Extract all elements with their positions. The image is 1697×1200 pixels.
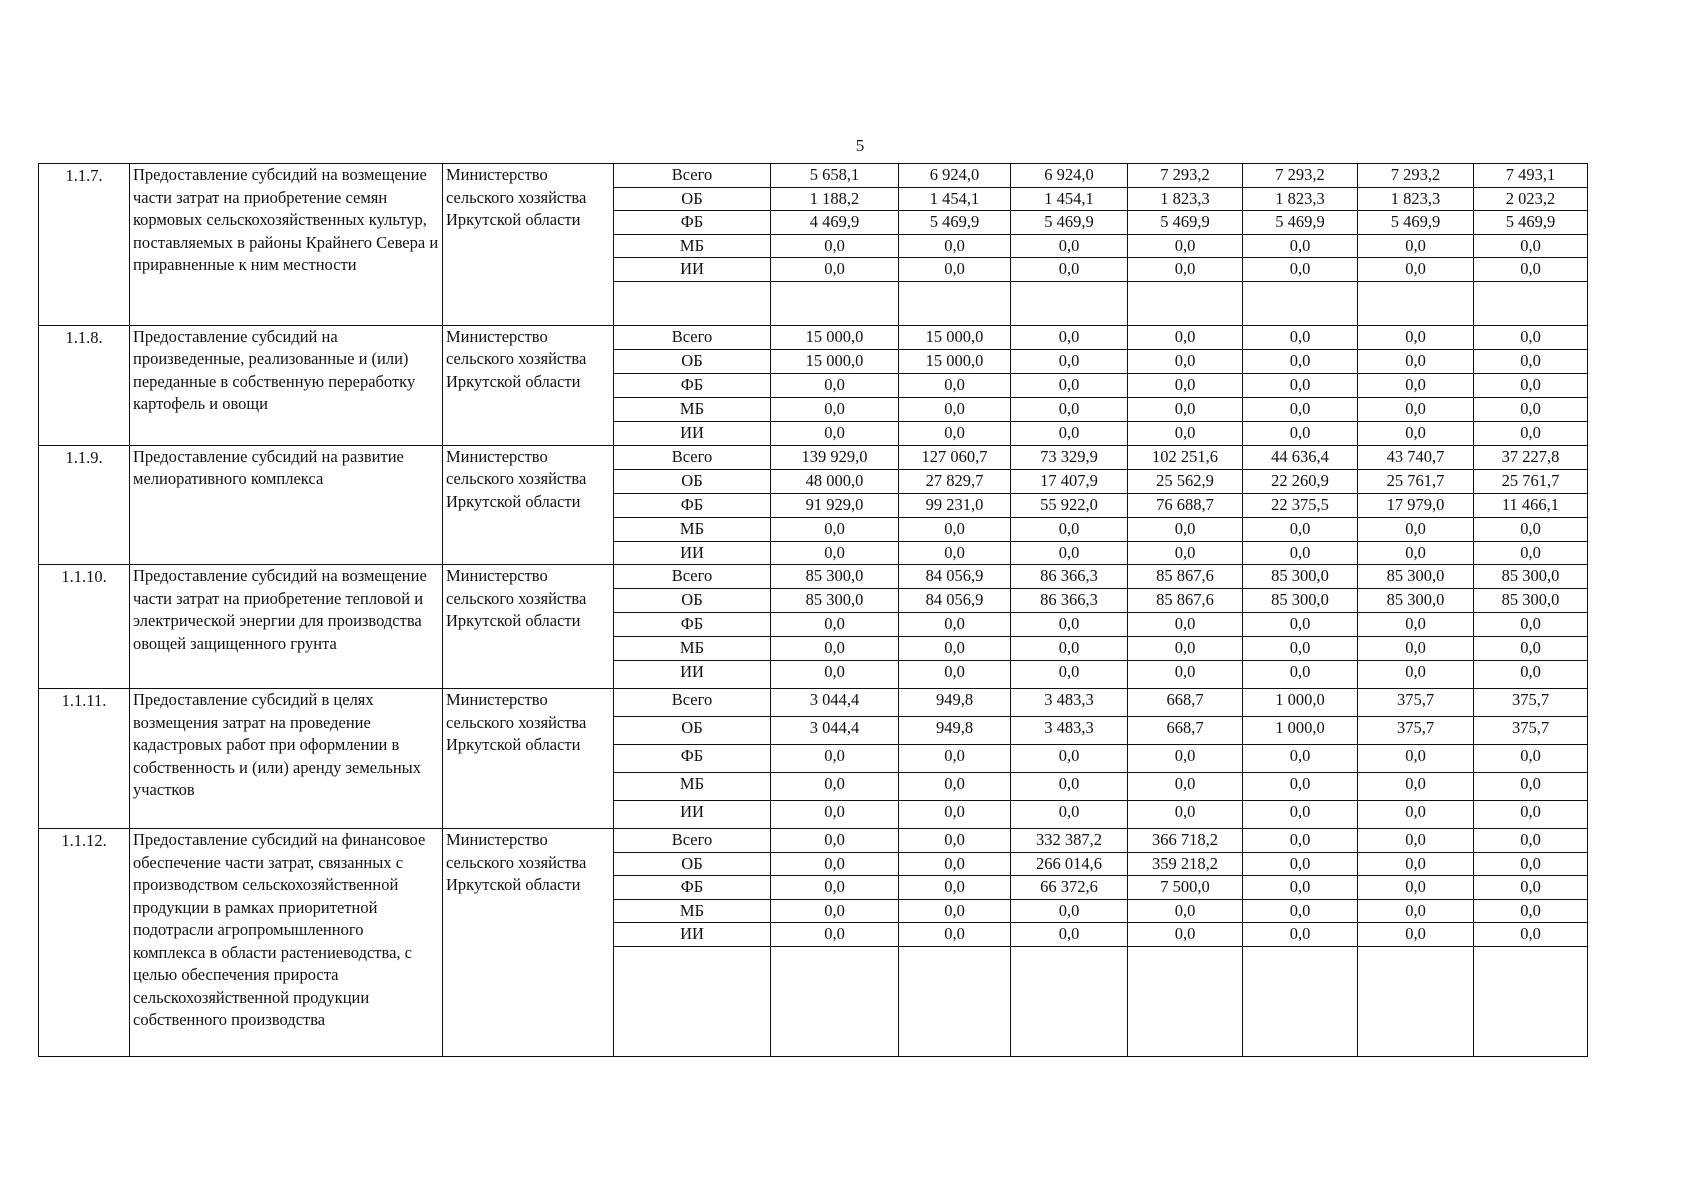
item-executor: Министерство сельского хозяйства Иркутской области	[443, 689, 614, 829]
value-cell: 0,0	[1128, 745, 1243, 773]
value-cell: 0,0	[1358, 745, 1474, 773]
item-name: Предоставление субсидий на развитие мелиоративного комплекса	[130, 445, 443, 565]
value-cell: 0,0	[1011, 373, 1128, 397]
value-cell: 0,0	[1474, 325, 1588, 349]
value-cell: 0,0	[1128, 773, 1243, 801]
funding-source: ОБ	[614, 589, 771, 613]
value-cell: 0,0	[1474, 234, 1588, 258]
value-cell: 0,0	[899, 541, 1011, 565]
value-cell: 0,0	[1474, 899, 1588, 923]
value-cell: 73 329,9	[1011, 445, 1128, 469]
item-executor: Министерство сельского хозяйства Иркутской области	[443, 325, 614, 445]
value-cell: 0,0	[1474, 421, 1588, 445]
value-cell: 7 293,2	[1358, 164, 1474, 188]
value-cell: 0,0	[1474, 773, 1588, 801]
value-cell: 102 251,6	[1128, 445, 1243, 469]
value-cell: 0,0	[1243, 613, 1358, 637]
value-cell: 949,8	[899, 717, 1011, 745]
value-cell: 0,0	[1128, 421, 1243, 445]
value-cell: 0,0	[1128, 258, 1243, 282]
value-cell: 0,0	[1243, 397, 1358, 421]
value-cell: 48 000,0	[771, 469, 899, 493]
empty-cell	[899, 946, 1011, 1056]
value-cell: 0,0	[1358, 773, 1474, 801]
value-cell: 0,0	[1011, 258, 1128, 282]
value-cell: 15 000,0	[899, 325, 1011, 349]
value-cell: 85 300,0	[1358, 589, 1474, 613]
funding-source: ИИ	[614, 421, 771, 445]
value-cell: 85 300,0	[771, 589, 899, 613]
value-cell: 0,0	[1474, 923, 1588, 947]
value-cell: 0,0	[1128, 923, 1243, 947]
value-cell: 84 056,9	[899, 589, 1011, 613]
value-cell: 0,0	[1128, 349, 1243, 373]
value-cell: 0,0	[1243, 661, 1358, 689]
value-cell: 25 761,7	[1358, 469, 1474, 493]
item-name: Предоставление субсидий на возмещение части затрат на приобретение семян кормовых сельскохозяйственных культур, поставляемых в районы Крайнего Севера и приравненные к ним местности	[130, 164, 443, 326]
table-row	[39, 445, 1588, 469]
value-cell: 0,0	[899, 899, 1011, 923]
value-cell: 0,0	[1011, 745, 1128, 773]
empty-cell	[1243, 946, 1358, 1056]
value-cell: 85 300,0	[1358, 565, 1474, 589]
page-number: 5	[855, 136, 865, 155]
value-cell: 11 466,1	[1474, 493, 1588, 517]
value-cell: 0,0	[1358, 373, 1474, 397]
funding-source: МБ	[614, 517, 771, 541]
value-cell: 0,0	[1358, 234, 1474, 258]
value-cell: 5 469,9	[1128, 211, 1243, 235]
value-cell: 1 823,3	[1358, 187, 1474, 211]
value-cell: 0,0	[771, 397, 899, 421]
value-cell: 0,0	[899, 397, 1011, 421]
funding-source: ОБ	[614, 852, 771, 876]
value-cell: 25 562,9	[1128, 469, 1243, 493]
value-cell: 2 023,2	[1474, 187, 1588, 211]
value-cell: 0,0	[771, 517, 899, 541]
funding-source: ФБ	[614, 373, 771, 397]
value-cell: 366 718,2	[1128, 829, 1243, 853]
value-cell: 0,0	[1358, 876, 1474, 900]
value-cell: 0,0	[1243, 349, 1358, 373]
value-cell: 0,0	[899, 258, 1011, 282]
value-cell: 375,7	[1474, 717, 1588, 745]
value-cell: 0,0	[1474, 745, 1588, 773]
value-cell: 15 000,0	[771, 349, 899, 373]
value-cell: 5 469,9	[1243, 211, 1358, 235]
value-cell: 0,0	[1474, 829, 1588, 853]
value-cell: 0,0	[1243, 541, 1358, 565]
value-cell: 7 293,2	[1128, 164, 1243, 188]
item-executor: Министерство сельского хозяйства Иркутской области	[443, 445, 614, 565]
value-cell: 0,0	[899, 852, 1011, 876]
empty-cell	[614, 281, 771, 325]
value-cell: 0,0	[1358, 517, 1474, 541]
funding-source: ОБ	[614, 469, 771, 493]
value-cell: 0,0	[1243, 258, 1358, 282]
empty-cell	[1128, 281, 1243, 325]
funding-source: ФБ	[614, 613, 771, 637]
value-cell: 0,0	[1128, 397, 1243, 421]
value-cell: 0,0	[1474, 349, 1588, 373]
value-cell: 0,0	[899, 876, 1011, 900]
value-cell: 0,0	[1474, 876, 1588, 900]
funding-source: ИИ	[614, 801, 771, 829]
value-cell: 0,0	[1358, 637, 1474, 661]
value-cell: 0,0	[899, 661, 1011, 689]
value-cell: 3 483,3	[1011, 717, 1128, 745]
value-cell: 0,0	[899, 421, 1011, 445]
value-cell: 0,0	[1243, 852, 1358, 876]
item-number: 1.1.8.	[39, 325, 130, 445]
value-cell: 0,0	[771, 801, 899, 829]
value-cell: 1 000,0	[1243, 717, 1358, 745]
value-cell: 0,0	[1243, 899, 1358, 923]
value-cell: 44 636,4	[1243, 445, 1358, 469]
value-cell: 0,0	[1011, 517, 1128, 541]
value-cell: 0,0	[771, 829, 899, 853]
value-cell: 0,0	[899, 234, 1011, 258]
value-cell: 0,0	[1358, 923, 1474, 947]
value-cell: 5 469,9	[1011, 211, 1128, 235]
value-cell: 375,7	[1358, 689, 1474, 717]
value-cell: 0,0	[1011, 397, 1128, 421]
value-cell: 0,0	[1128, 801, 1243, 829]
value-cell: 375,7	[1474, 689, 1588, 717]
value-cell: 5 658,1	[771, 164, 899, 188]
value-cell: 0,0	[1243, 373, 1358, 397]
value-cell: 375,7	[1358, 717, 1474, 745]
value-cell: 3 483,3	[1011, 689, 1128, 717]
value-cell: 0,0	[899, 745, 1011, 773]
value-cell: 37 227,8	[1474, 445, 1588, 469]
value-cell: 0,0	[1011, 541, 1128, 565]
value-cell: 6 924,0	[1011, 164, 1128, 188]
value-cell: 7 293,2	[1243, 164, 1358, 188]
value-cell: 7 493,1	[1474, 164, 1588, 188]
value-cell: 0,0	[1243, 325, 1358, 349]
item-number: 1.1.11.	[39, 689, 130, 829]
value-cell: 0,0	[1011, 661, 1128, 689]
value-cell: 6 924,0	[899, 164, 1011, 188]
item-name: Предоставление субсидий на произведенные, реализованные и (или) переданные в собственную переработку картофель и овощи	[130, 325, 443, 445]
budget-table	[38, 163, 1588, 1057]
value-cell: 0,0	[1011, 325, 1128, 349]
value-cell: 0,0	[1128, 517, 1243, 541]
value-cell: 127 060,7	[899, 445, 1011, 469]
funding-source: МБ	[614, 397, 771, 421]
value-cell: 86 366,3	[1011, 565, 1128, 589]
value-cell: 99 231,0	[899, 493, 1011, 517]
empty-cell	[1474, 946, 1588, 1056]
value-cell: 0,0	[899, 637, 1011, 661]
value-cell: 0,0	[1011, 801, 1128, 829]
item-name: Предоставление субсидий на финансовое обеспечение части затрат, связанных с производством сельскохозяйственной продукции в рамках приоритетной подотрасли агропромышленного комплекса в области растениеводства, с целью обеспечения прироста сельскохозяйственной продукции собственного производства	[130, 829, 443, 1057]
value-cell: 0,0	[1011, 421, 1128, 445]
value-cell: 85 867,6	[1128, 565, 1243, 589]
funding-source: ОБ	[614, 187, 771, 211]
value-cell: 0,0	[771, 421, 899, 445]
value-cell: 0,0	[1243, 745, 1358, 773]
value-cell: 0,0	[771, 234, 899, 258]
item-name: Предоставление субсидий в целях возмещения затрат на проведение кадастровых работ при оформлении в собственность и (или) аренду земельных участков	[130, 689, 443, 829]
item-executor: Министерство сельского хозяйства Иркутской области	[443, 164, 614, 326]
value-cell: 0,0	[1243, 234, 1358, 258]
value-cell: 949,8	[899, 689, 1011, 717]
value-cell: 17 407,9	[1011, 469, 1128, 493]
funding-source: ИИ	[614, 923, 771, 947]
value-cell: 84 056,9	[899, 565, 1011, 589]
value-cell: 5 469,9	[1358, 211, 1474, 235]
value-cell: 85 300,0	[1474, 565, 1588, 589]
value-cell: 0,0	[1243, 517, 1358, 541]
empty-cell	[771, 946, 899, 1056]
value-cell: 0,0	[1474, 661, 1588, 689]
value-cell: 668,7	[1128, 689, 1243, 717]
value-cell: 0,0	[1011, 923, 1128, 947]
value-cell: 0,0	[1474, 517, 1588, 541]
funding-source: Всего	[614, 829, 771, 853]
funding-source: МБ	[614, 899, 771, 923]
value-cell: 0,0	[899, 801, 1011, 829]
empty-cell	[771, 281, 899, 325]
funding-source: ФБ	[614, 876, 771, 900]
item-number: 1.1.7.	[39, 164, 130, 326]
value-cell: 0,0	[1358, 829, 1474, 853]
value-cell: 0,0	[899, 613, 1011, 637]
value-cell: 0,0	[1243, 876, 1358, 900]
value-cell: 3 044,4	[771, 689, 899, 717]
value-cell: 66 372,6	[1011, 876, 1128, 900]
item-number: 1.1.10.	[39, 565, 130, 689]
value-cell: 0,0	[1358, 613, 1474, 637]
value-cell: 0,0	[1474, 373, 1588, 397]
value-cell: 0,0	[899, 923, 1011, 947]
value-cell: 0,0	[1358, 852, 1474, 876]
value-cell: 0,0	[771, 373, 899, 397]
value-cell: 76 688,7	[1128, 493, 1243, 517]
value-cell: 0,0	[1128, 325, 1243, 349]
value-cell: 0,0	[771, 923, 899, 947]
value-cell: 0,0	[1358, 397, 1474, 421]
value-cell: 0,0	[1011, 349, 1128, 373]
value-cell: 91 929,0	[771, 493, 899, 517]
value-cell: 5 469,9	[1474, 211, 1588, 235]
value-cell: 0,0	[771, 258, 899, 282]
value-cell: 17 979,0	[1358, 493, 1474, 517]
empty-cell	[1011, 281, 1128, 325]
value-cell: 139 929,0	[771, 445, 899, 469]
funding-source: ИИ	[614, 541, 771, 565]
value-cell: 1 454,1	[899, 187, 1011, 211]
empty-cell	[1358, 281, 1474, 325]
value-cell: 0,0	[1474, 852, 1588, 876]
funding-source: Всего	[614, 445, 771, 469]
value-cell: 0,0	[1128, 899, 1243, 923]
value-cell: 0,0	[1358, 421, 1474, 445]
funding-source: МБ	[614, 773, 771, 801]
item-number: 1.1.9.	[39, 445, 130, 565]
table-row	[39, 325, 1588, 349]
item-number: 1.1.12.	[39, 829, 130, 1057]
value-cell: 0,0	[1474, 258, 1588, 282]
value-cell: 0,0	[1243, 829, 1358, 853]
value-cell: 1 000,0	[1243, 689, 1358, 717]
empty-cell	[1011, 946, 1128, 1056]
funding-source: МБ	[614, 234, 771, 258]
value-cell: 0,0	[1474, 541, 1588, 565]
funding-source: ОБ	[614, 717, 771, 745]
item-executor: Министерство сельского хозяйства Иркутской области	[443, 565, 614, 689]
value-cell: 85 300,0	[1474, 589, 1588, 613]
value-cell: 0,0	[771, 773, 899, 801]
value-cell: 43 740,7	[1358, 445, 1474, 469]
funding-source: Всего	[614, 565, 771, 589]
value-cell: 0,0	[771, 637, 899, 661]
value-cell: 0,0	[771, 852, 899, 876]
value-cell: 5 469,9	[899, 211, 1011, 235]
funding-source: ФБ	[614, 745, 771, 773]
funding-source: ИИ	[614, 661, 771, 689]
value-cell: 3 044,4	[771, 717, 899, 745]
value-cell: 0,0	[1011, 899, 1128, 923]
funding-source: МБ	[614, 637, 771, 661]
value-cell: 0,0	[1243, 923, 1358, 947]
value-cell: 4 469,9	[771, 211, 899, 235]
empty-cell	[1474, 281, 1588, 325]
value-cell: 0,0	[1128, 373, 1243, 397]
value-cell: 0,0	[899, 773, 1011, 801]
value-cell: 0,0	[1128, 234, 1243, 258]
value-cell: 0,0	[1128, 637, 1243, 661]
value-cell: 0,0	[899, 829, 1011, 853]
value-cell: 0,0	[1128, 613, 1243, 637]
value-cell: 0,0	[1128, 661, 1243, 689]
value-cell: 0,0	[771, 661, 899, 689]
value-cell: 85 867,6	[1128, 589, 1243, 613]
value-cell: 0,0	[1011, 637, 1128, 661]
value-cell: 0,0	[1358, 801, 1474, 829]
item-name: Предоставление субсидий на возмещение части затрат на приобретение тепловой и электрической энергии для производства овощей защищенного грунта	[130, 565, 443, 689]
value-cell: 0,0	[1358, 661, 1474, 689]
value-cell: 0,0	[899, 517, 1011, 541]
value-cell: 1 823,3	[1128, 187, 1243, 211]
value-cell: 0,0	[1358, 899, 1474, 923]
empty-cell	[899, 281, 1011, 325]
value-cell: 85 300,0	[771, 565, 899, 589]
value-cell: 22 260,9	[1243, 469, 1358, 493]
value-cell: 0,0	[1474, 613, 1588, 637]
empty-cell	[1243, 281, 1358, 325]
table-row	[39, 565, 1588, 589]
value-cell: 7 500,0	[1128, 876, 1243, 900]
value-cell: 0,0	[1011, 234, 1128, 258]
value-cell: 0,0	[1358, 325, 1474, 349]
funding-source: ФБ	[614, 211, 771, 235]
value-cell: 15 000,0	[771, 325, 899, 349]
value-cell: 0,0	[899, 373, 1011, 397]
value-cell: 85 300,0	[1243, 565, 1358, 589]
table-row	[39, 164, 1588, 188]
value-cell: 0,0	[1358, 349, 1474, 373]
value-cell: 1 823,3	[1243, 187, 1358, 211]
funding-source: Всего	[614, 689, 771, 717]
item-executor: Министерство сельского хозяйства Иркутской области	[443, 829, 614, 1057]
value-cell: 0,0	[1474, 637, 1588, 661]
value-cell: 22 375,5	[1243, 493, 1358, 517]
value-cell: 0,0	[1474, 397, 1588, 421]
value-cell: 0,0	[1243, 801, 1358, 829]
value-cell: 668,7	[1128, 717, 1243, 745]
funding-source: Всего	[614, 325, 771, 349]
funding-source: ИИ	[614, 258, 771, 282]
value-cell: 85 300,0	[1243, 589, 1358, 613]
value-cell: 332 387,2	[1011, 829, 1128, 853]
empty-cell	[1358, 946, 1474, 1056]
value-cell: 0,0	[771, 613, 899, 637]
value-cell: 0,0	[1358, 541, 1474, 565]
value-cell: 25 761,7	[1474, 469, 1588, 493]
value-cell: 0,0	[771, 745, 899, 773]
table-row	[39, 689, 1588, 717]
value-cell: 0,0	[1474, 801, 1588, 829]
value-cell: 0,0	[1243, 421, 1358, 445]
value-cell: 15 000,0	[899, 349, 1011, 373]
funding-source: ОБ	[614, 349, 771, 373]
value-cell: 1 188,2	[771, 187, 899, 211]
value-cell: 0,0	[1243, 637, 1358, 661]
table-row	[39, 829, 1588, 853]
value-cell: 0,0	[1128, 541, 1243, 565]
value-cell: 55 922,0	[1011, 493, 1128, 517]
empty-cell	[1128, 946, 1243, 1056]
value-cell: 27 829,7	[899, 469, 1011, 493]
value-cell: 0,0	[771, 541, 899, 565]
empty-cell	[614, 946, 771, 1056]
value-cell: 1 454,1	[1011, 187, 1128, 211]
value-cell: 0,0	[1243, 773, 1358, 801]
funding-source: Всего	[614, 164, 771, 188]
funding-source: ФБ	[614, 493, 771, 517]
value-cell: 266 014,6	[1011, 852, 1128, 876]
value-cell: 359 218,2	[1128, 852, 1243, 876]
value-cell: 0,0	[771, 876, 899, 900]
value-cell: 86 366,3	[1011, 589, 1128, 613]
value-cell: 0,0	[1011, 613, 1128, 637]
value-cell: 0,0	[771, 899, 899, 923]
value-cell: 0,0	[1358, 258, 1474, 282]
value-cell: 0,0	[1011, 773, 1128, 801]
